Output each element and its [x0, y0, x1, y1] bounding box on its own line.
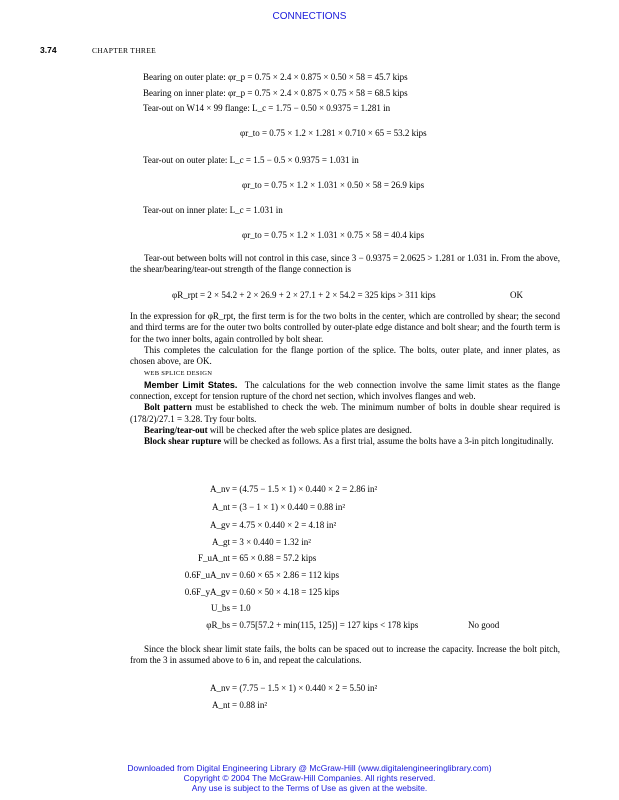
- paragraph-block-shear-fails: [130, 644, 560, 667]
- bearing-tearout-text: will be checked after the web splice plates are designed.: [209, 424, 412, 435]
- eq-rhs: = 0.75[57.2 + min(115, 125)] = 127 kips < 178 kips: [232, 620, 419, 630]
- eq-lhs: A_nv: [210, 683, 230, 693]
- eq-lhs: U_bs: [210, 603, 230, 613]
- eq-lhs: 0.6F_uA_nv: [184, 570, 230, 580]
- no-good-label: No good: [468, 620, 500, 630]
- eq-rhs: = 4.75 × 0.440 × 2 = 4.18 in²: [232, 520, 337, 530]
- eq-rhs: = 0.88 in²: [232, 700, 268, 710]
- equation-rto-2: φr_to = 0.75 × 1.2 × 1.031 × 0.50 × 58 = 26.9 kips: [242, 180, 425, 190]
- bearing-tearout-lead: Bearing/tear-out: [144, 424, 208, 435]
- footer-terms[interactable]: Any use is subject to the Terms of Use as given at the website.: [191, 783, 428, 793]
- tearout-flange-line: Tear-out on W14 × 99 flange: L_c = 1.75 − 0.50 × 0.9375 = 1.281 in: [143, 103, 391, 113]
- eq-lhs: A_nt: [212, 502, 230, 512]
- eq-lhs: A_nv: [210, 484, 230, 494]
- eq-rhs: = 0.60 × 50 × 4.18 = 125 kips: [232, 587, 340, 597]
- bolt-pattern-lead: Bolt pattern: [144, 402, 192, 413]
- eq-lhs: F_uA_nt: [197, 553, 230, 563]
- eq-rhs: = 0.60 × 65 × 2.86 = 112 kips: [232, 570, 339, 580]
- member-limit-states-text: The calculations for the web connection involve the same limit states as the flange connection, except for tension rupture of the chord net section, which involves flanges and web.: [130, 379, 561, 402]
- equation-rto-3: φr_to = 0.75 × 1.2 × 1.031 × 0.75 × 58 = 40.4 kips: [242, 230, 425, 240]
- eq-rhs: = 65 × 0.88 = 57.2 kips: [232, 553, 317, 563]
- paragraph-bolt-pattern: [130, 402, 560, 425]
- tearout-inner-line: Tear-out on inner plate: L_c = 1.031 in: [143, 205, 283, 215]
- eq-lhs: A_gv: [210, 520, 230, 530]
- paragraph-tearout: [130, 253, 560, 276]
- bolt-pattern-text: must be established to check the web. The minimum number of bolts in double shear required is (178/2)/27.1 = 3.28. Try four bolts.: [130, 402, 561, 424]
- block-shear-text: will be checked as follows. As a first trial, assume the bolts have a 3-in pitch longitudinally.: [223, 436, 554, 447]
- paragraph-text: Since the block shear limit state fails, the bolts can be spaced out to increase the capacity. Increase the bolt pitch, from the 3 in assumed above to 6 in, and repeat the calculations.: [130, 644, 560, 666]
- eq-lhs: A_gt: [212, 537, 230, 547]
- eq-rhs: = (7.75 − 1.5 × 1) × 0.440 × 2 = 5.50 in²: [232, 683, 378, 693]
- eq-rhs: = 1.0: [232, 603, 251, 613]
- member-limit-states-lead: Member Limit States.: [144, 379, 238, 390]
- equation-rpt-ok: OK: [510, 290, 523, 300]
- paragraph-text: Tear-out between bolts will not control in this case, since 3 − 0.9375 = 2.0625 > 1.281 or 1.031 in. From the above, the shear/bearing/tear-out strength of the flange connection is: [130, 253, 560, 275]
- eq-lhs: φR_bs: [206, 620, 230, 630]
- tearout-outer-line: Tear-out on outer plate: L_c = 1.5 − 0.5 × 0.9375 = 1.031 in: [143, 155, 359, 165]
- eq-rhs: = (4.75 − 1.5 × 1) × 0.440 × 2 = 2.86 in²: [232, 484, 378, 494]
- paragraph-flange-complete: This completes the calculation for the flange portion of the splice. The bolts, outer plate, and inner plates, as chosen above, are OK.: [130, 344, 560, 367]
- equation-rto-1: φr_to = 0.75 × 1.2 × 1.281 × 0.710 × 65 = 53.2 kips: [240, 128, 427, 138]
- body-text-block: [130, 311, 560, 448]
- paragraph-rpt-explanation: In the expression for φR_rpt, the first term is for the two bolts in the center, which are controlled by shear; the second and third terms are for the outer two bolts controlled by outer-plate edge distance and bolt shear; and the fourth term is for the two inner bolts, again controlled by bolt shear.: [130, 311, 560, 344]
- paragraph-bearing-tearout: [130, 425, 560, 436]
- paragraph-block-shear: [130, 436, 560, 447]
- bearing-inner-line: Bearing on inner plate: φr_p = 0.75 × 2.4 × 0.875 × 0.75 × 58 = 68.5 kips: [143, 88, 408, 98]
- page-number: 3.74: [40, 45, 57, 55]
- eq-rhs: = 3 × 0.440 = 1.32 in²: [232, 537, 311, 547]
- footer-download-link[interactable]: Downloaded from Digital Engineering Library @ McGraw-Hill (www.digitalengineeringlibrary.com): [127, 763, 492, 773]
- chapter-label: CHAPTER THREE: [92, 46, 156, 55]
- bearing-outer-line: Bearing on outer plate: φr_p = 0.75 × 2.4 × 0.875 × 0.50 × 58 = 45.7 kips: [143, 72, 408, 82]
- paragraph-member-limit-states: [130, 380, 560, 403]
- footer-copyright: Copyright © 2004 The McGraw-Hill Companies. All rights reserved.: [183, 773, 436, 783]
- eq-rhs: = (3 − 1 × 1) × 0.440 = 0.88 in²: [232, 502, 346, 512]
- running-header: CONNECTIONS: [272, 11, 347, 22]
- eq-lhs: A_nt: [212, 700, 230, 710]
- eq-lhs: 0.6F_yA_gv: [184, 587, 230, 597]
- block-shear-lead: Block shear rupture: [144, 436, 222, 447]
- web-splice-heading: WEB SPLICE DESIGN: [144, 370, 213, 378]
- equation-rpt: φR_rpt = 2 × 54.2 + 2 × 26.9 + 2 × 27.1 + 2 × 54.2 = 325 kips > 311 kips: [172, 290, 436, 300]
